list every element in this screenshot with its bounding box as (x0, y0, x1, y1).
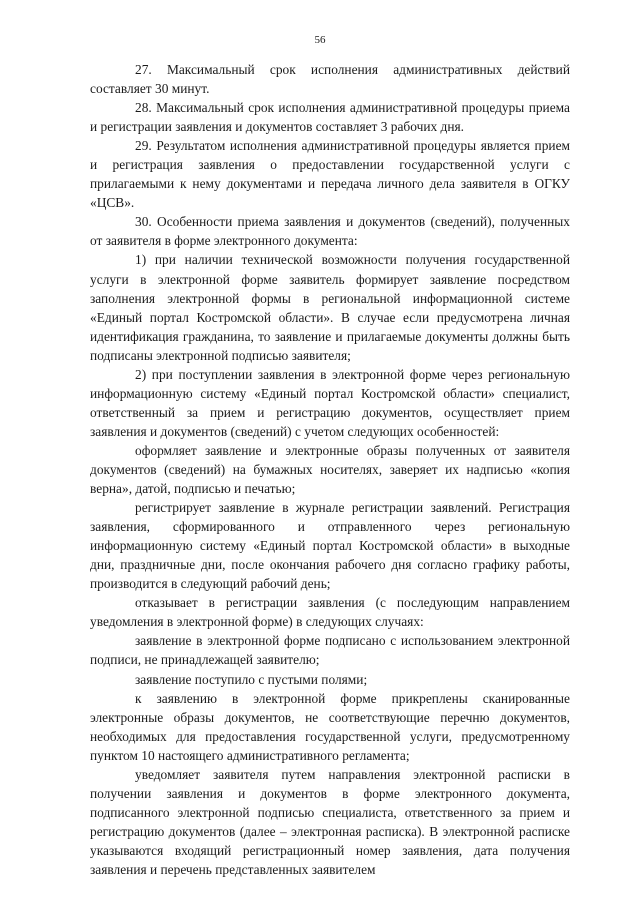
paragraph-refusal-case-1: заявление в электронной форме подписано с использованием электронной подписи, не принадлежащей заявителю; (90, 633, 570, 668)
paragraph-28: 28. Максимальный срок исполнения административной процедуры приема и регистрации заявления и документов составляет 3 рабочих дня. (90, 100, 570, 135)
paragraph-30-item-1: 1) при наличии технической возможности получения государственной услуги в электронной форме заявитель формирует заявление посредством заполнения электронной формы в региональной информационной системе «Единый портал Костромской области». В случае если предусмотрена личная идентификация гражданина, то заявление и прилагаемые документы должны быть подписаны электронной подписью заявителя; (90, 252, 570, 363)
paragraph-refusal-intro: отказывает в регистрации заявления (с последующим направлением уведомления в электронной форме) в следующих случаях: (90, 595, 570, 630)
paragraph-processing-step: оформляет заявление и электронные образы полученных от заявителя документов (сведений) на бумажных носителях, заверяет их надписью «копия верна», датой, подписью и печатью; (90, 442, 570, 497)
paragraph-refusal-case-3: к заявлению в электронной форме прикреплены сканированные электронные образы документов, не соответствующие перечню документов, необходимых для предоставления государственной услуги, предусмотренному пунктом 10 настоящего административного регламента; (90, 690, 570, 763)
paragraph-registration-step: регистрирует заявление в журнале регистрации заявлений. Регистрация заявления, сформированного и отправленного через региональную информационную систему «Единый портал Костромской области» в выходные дни, праздничные дни, после окончания рабочего дня согласно графику работы, производится в следующий рабочий день; (90, 500, 570, 592)
paragraph-27: 27. Максимальный срок исполнения административных действий составляет 30 минут. (90, 62, 570, 97)
document-body (90, 60, 570, 879)
paragraph-30: 30. Особенности приема заявления и документов (сведений), полученных от заявителя в форме электронного документа: (90, 214, 570, 249)
page-number: 56 (314, 34, 326, 46)
paragraph-refusal-case-2: заявление поступило с пустыми полями; (135, 671, 368, 687)
paragraph-notification: уведомляет заявителя путем направления электронной расписки в получении заявления и документов в форме электронного документа, подписанного электронной подписью специалиста, ответственного за прием и регистрацию документов (далее – электронная расписка). В электронной расписке указываются входящий регистрационный номер заявления, дата получения заявления и перечень представленных заявителем (90, 766, 570, 877)
paragraph-29: 29. Результатом исполнения административной процедуры является прием и регистрация заявления о предоставлении государственной услуги с прилагаемыми к нему документами и передача личного дела заявителя в ОГКУ «ЦСВ». (90, 138, 570, 211)
paragraph-30-item-2: 2) при поступлении заявления в электронной форме через региональную информационную систему «Единый портал Костромской области» специалист, ответственный за прием и регистрацию документов, осуществляет прием заявления и документов (сведений) с учетом следующих особенностей: (90, 366, 570, 439)
